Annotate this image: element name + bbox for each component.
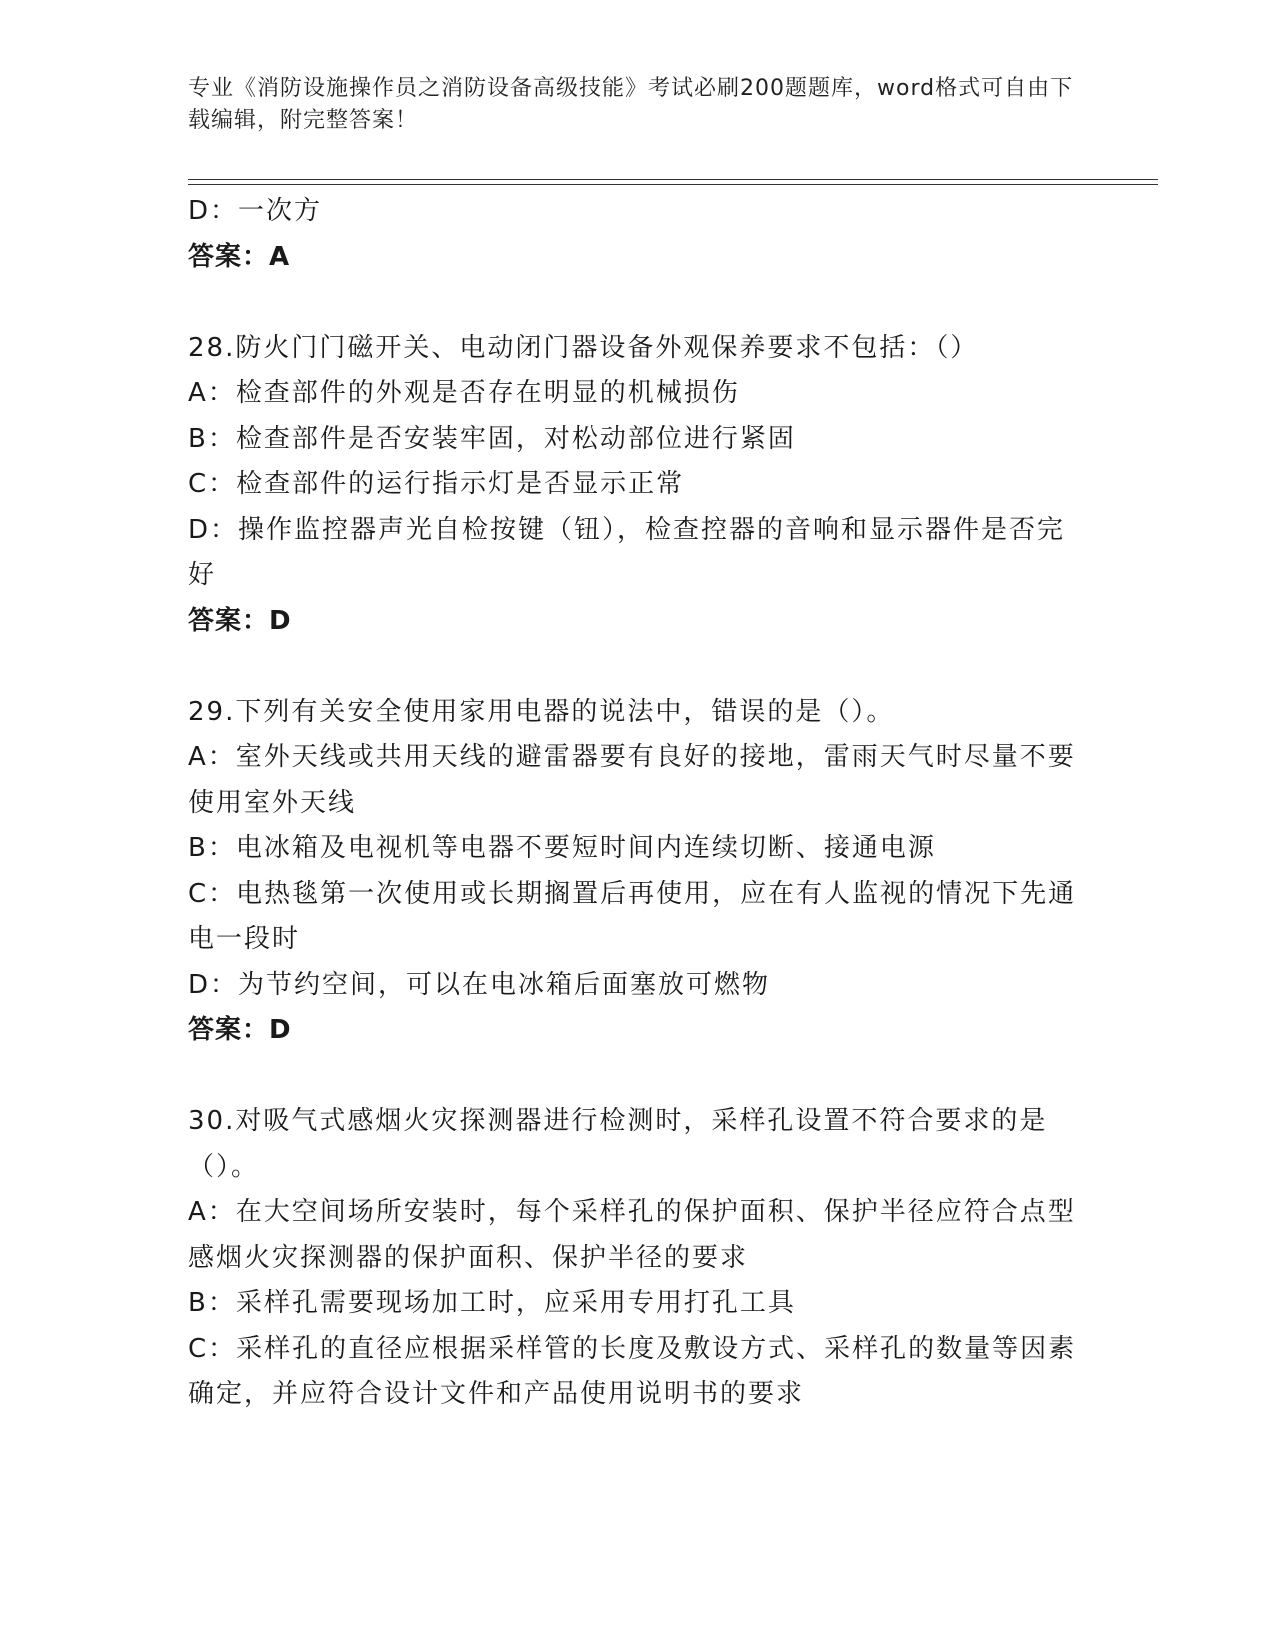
carryover-block — [188, 189, 1078, 280]
question-29 — [188, 690, 1078, 1054]
option-b: B：采样孔需要现场加工时，应采用专用打孔工具 — [188, 1288, 796, 1318]
option-d: D：一次方 — [188, 196, 323, 226]
document-body — [188, 189, 1078, 1418]
question-stem: 29.下列有关安全使用家用电器的说法中，错误的是（）。 — [188, 696, 895, 727]
answer: 答案：D — [188, 1015, 292, 1045]
answer: 答案：A — [188, 241, 291, 272]
option-b: B：电冰箱及电视机等电器不要短时间内连续切断、接通电源 — [188, 833, 936, 863]
option-a: A：检查部件的外观是否存在明显的机械损伤 — [188, 378, 740, 408]
question-28 — [188, 326, 1078, 645]
header-divider-bottom — [188, 184, 1158, 185]
question-30 — [188, 1099, 1078, 1418]
answer: 答案：D — [188, 605, 292, 636]
page-header: 专业《消防设施操作员之消防设备高级技能》考试必刷200题题库，word格式可自由下载编辑，附完整答案！ — [188, 76, 1074, 133]
header-divider-top — [188, 179, 1158, 180]
option-c: C：采样孔的直径应根据采样管的长度及敷设方式、采样孔的数量等因素确定，并应符合设计文件和产品使用说明书的要求 — [188, 1333, 1077, 1409]
option-a: A：在大空间场所安装时，每个采样孔的保护面积、保护半径应符合点型感烟火灾探测器的保护面积、保护半径的要求 — [188, 1197, 1076, 1273]
option-b: B：检查部件是否安装牢固，对松动部位进行紧固 — [188, 423, 796, 454]
option-d: D：操作监控器声光自检按键（钮），检查控器的音响和显示器件是否完好 — [188, 514, 1066, 590]
question-stem: 28.防火门门磁开关、电动闭门器设备外观保养要求不包括：（） — [188, 332, 979, 363]
option-c: C：检查部件的运行指示灯是否显示正常 — [188, 469, 685, 499]
option-d: D：为节约空间，可以在电冰箱后面塞放可燃物 — [188, 969, 771, 1000]
option-c: C：电热毯第一次使用或长期搁置后再使用，应在有人监视的情况下先通电一段时 — [188, 878, 1077, 954]
option-a: A：室外天线或共用天线的避雷器要有良好的接地，雷雨天气时尽量不要使用室外天线 — [188, 742, 1076, 818]
question-stem: 30.对吸气式感烟火灾探测器进行检测时，采样孔设置不符合要求的是（）。 — [188, 1106, 1048, 1182]
